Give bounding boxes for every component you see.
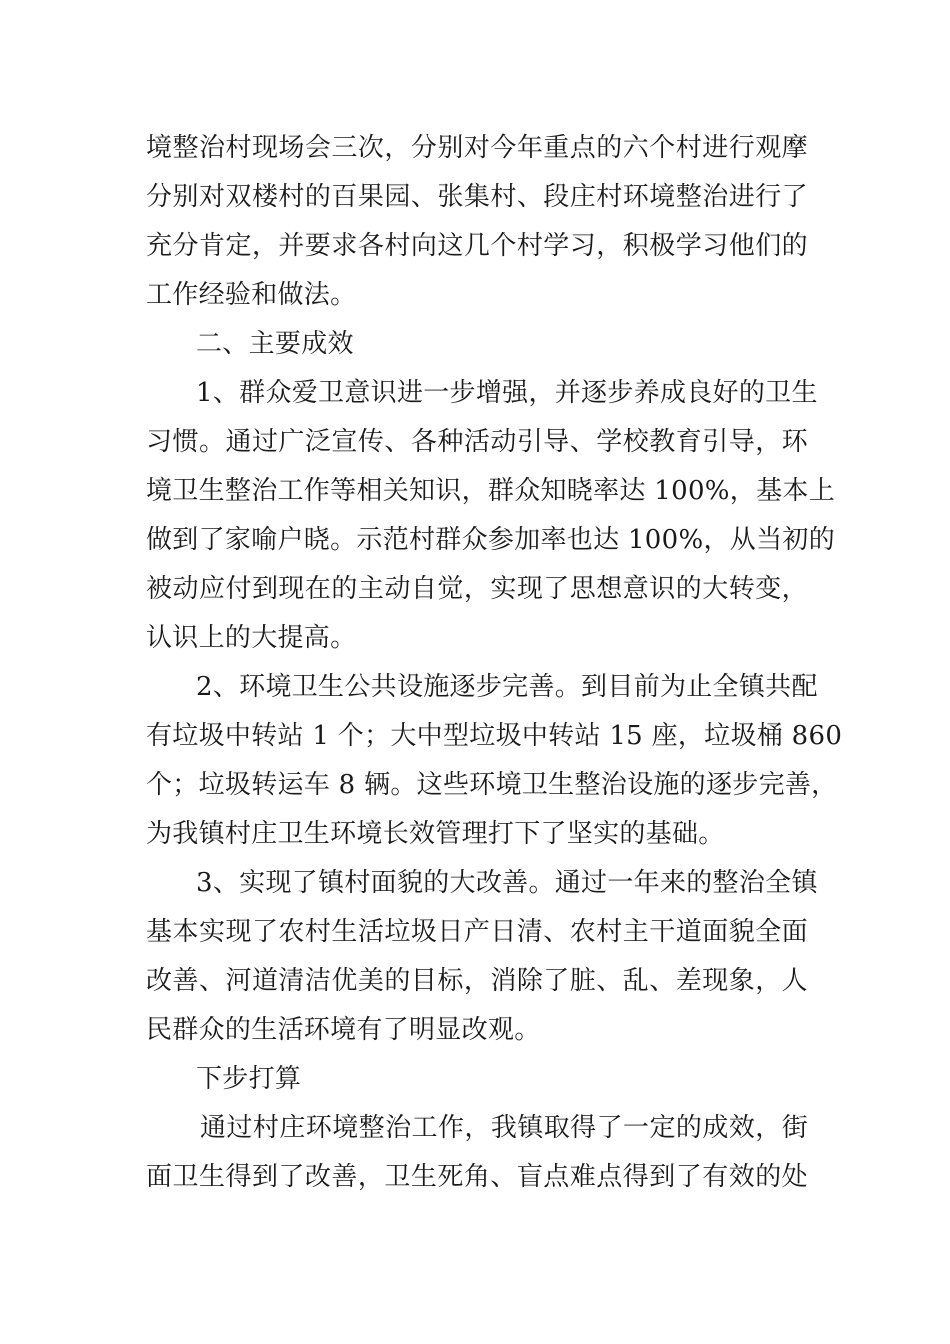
document-body <box>146 124 843 1202</box>
body-line: 有垃圾中转站 1 个；大中型垃圾中转站 15 座，垃圾桶 860 <box>146 721 843 751</box>
section-heading: 二、主要成效 <box>196 329 354 359</box>
paragraph-first-line: 2、环境卫生公共设施逐步完善。到目前为止全镇共配 <box>196 672 818 702</box>
body-line: 被动应付到现在的主动自觉，实现了思想意识的大转变， <box>146 574 808 604</box>
paragraph-first-line: 3、实现了镇村面貌的大改善。通过一年来的整治全镇 <box>196 868 818 898</box>
body-line: 工作经验和做法。 <box>146 280 357 310</box>
section-heading: 下步打算 <box>196 1064 302 1094</box>
body-line: 面卫生得到了改善，卫生死角、盲点难点得到了有效的处 <box>146 1162 808 1192</box>
body-line: 基本实现了农村生活垃圾日产日清、农村主干道面貌全面 <box>146 917 808 947</box>
body-line: 充分肯定，并要求各村向这几个村学习，积极学习他们的 <box>146 231 808 261</box>
body-line: 境整治村现场会三次，分别对今年重点的六个村进行观摩 <box>146 133 808 163</box>
body-line: 民群众的生活环境有了明显改观。 <box>146 1015 541 1045</box>
body-line: 认识上的大提高。 <box>146 623 357 653</box>
body-line: 做到了家喻户晓。示范村群众参加率也达 100%，从当初的 <box>146 525 835 555</box>
body-line: 境卫生整治工作等相关知识，群众知晓率达 100%，基本上 <box>146 476 835 506</box>
paragraph-first-line: 通过村庄环境整治工作，我镇取得了一定的成效，街 <box>200 1113 808 1143</box>
body-line: 为我镇村庄卫生环境长效管理打下了坚实的基础。 <box>146 819 725 849</box>
body-line: 个；垃圾转运车 8 辆。这些环境卫生整治设施的逐步完善， <box>146 770 838 800</box>
body-line: 改善、河道清洁优美的目标，消除了脏、乱、差现象，人 <box>146 966 808 996</box>
body-line: 分别对双楼村的百果园、张集村、段庄村环境整治进行了 <box>146 182 808 212</box>
paragraph-first-line: 1、群众爱卫意识进一步增强，并逐步养成良好的卫生 <box>196 378 818 408</box>
body-line: 习惯。通过广泛宣传、各种活动引导、学校教育引导，环 <box>146 427 808 457</box>
